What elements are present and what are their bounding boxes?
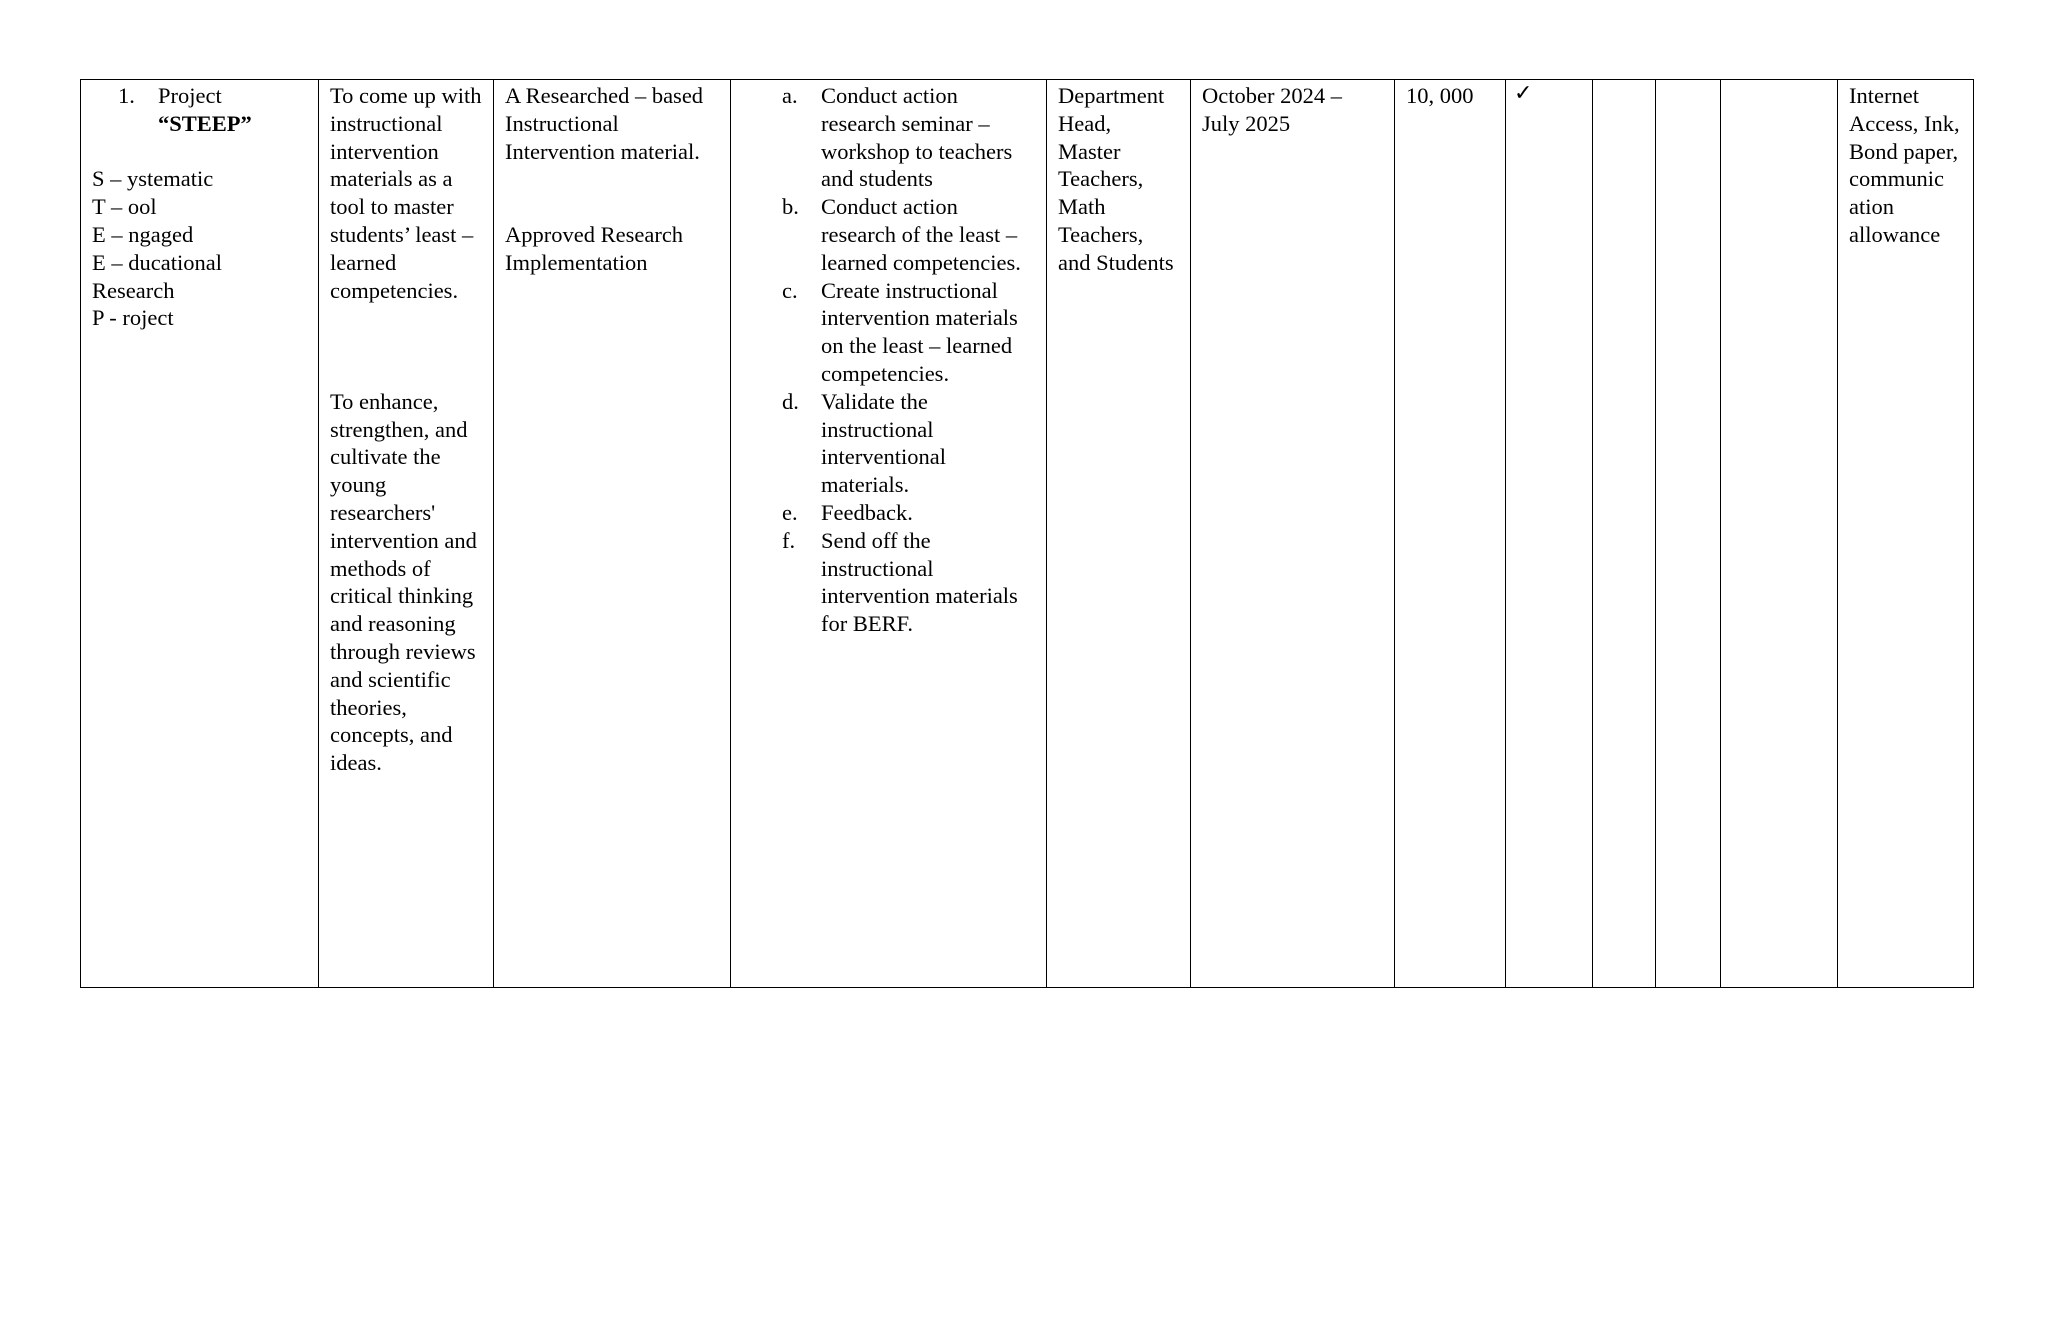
objective-first: To come up with instructional intervention materials as a tool to master students’ least – learned competencies. bbox=[330, 83, 482, 303]
objective-second: To enhance, strengthen, and cultivate the young researchers' intervention and methods of critical thinking and reasoning through reviews and scientific theories, concepts, and ideas. bbox=[330, 388, 477, 776]
time-frame-cell bbox=[1191, 80, 1395, 988]
project-title-line2: “STEEP” bbox=[158, 110, 252, 136]
project-title bbox=[92, 82, 307, 138]
activities-cell bbox=[731, 80, 1047, 988]
acronym-line: T – ool bbox=[92, 194, 157, 220]
empty-cell bbox=[1721, 80, 1838, 988]
list-item: c. Create instructional intervention materials on the least – learned competencies. bbox=[782, 277, 1018, 386]
project-plan-table bbox=[80, 79, 1974, 988]
project-number: 1. bbox=[118, 83, 135, 108]
resources: Internet Access, Ink, Bond paper, communic ation allowance bbox=[1849, 83, 1960, 247]
activities-list bbox=[742, 82, 1035, 638]
acronym-line: Research bbox=[92, 277, 175, 303]
table-row bbox=[81, 80, 1974, 988]
acronym-line: S – ystematic bbox=[92, 166, 214, 192]
resources-cell bbox=[1838, 80, 1974, 988]
empty-cell bbox=[1593, 80, 1656, 988]
time-frame: October 2024 – July 2025 bbox=[1202, 83, 1342, 136]
list-item: b. Conduct action research of the least – learned competencies. bbox=[782, 194, 1021, 275]
persons-involved-cell bbox=[1047, 80, 1191, 988]
output-second: Approved Research Implementation bbox=[505, 221, 684, 275]
project-title-line1: Project bbox=[158, 83, 222, 108]
list-item: a. Conduct action research seminar – workshop to teachers and students bbox=[782, 83, 1013, 192]
persons-involved: Department Head, Master Teachers, Math Teachers, and Students bbox=[1058, 83, 1174, 275]
objectives-cell bbox=[319, 80, 494, 988]
list-item: f. Send off the instructional intervention materials for BERF. bbox=[782, 527, 1018, 637]
budget: 10, 000 bbox=[1406, 83, 1474, 108]
check-cell bbox=[1506, 80, 1593, 988]
list-item: e. Feedback. bbox=[782, 499, 913, 525]
acronym-line: E – ngaged bbox=[92, 221, 194, 247]
project-acronym bbox=[92, 165, 307, 332]
budget-cell bbox=[1395, 80, 1506, 988]
project-cell bbox=[81, 80, 319, 988]
acronym-line: E – ducational bbox=[92, 249, 222, 275]
acronym-line: P - roject bbox=[92, 305, 174, 331]
output-first: A Researched – based Instructional Intervention material. bbox=[505, 83, 704, 164]
empty-cell bbox=[1656, 80, 1721, 988]
check-mark-icon: ✓ bbox=[1514, 81, 1533, 106]
list-item: d. Validate the instructional interventional materials. bbox=[782, 388, 946, 498]
outputs-cell bbox=[494, 80, 731, 988]
